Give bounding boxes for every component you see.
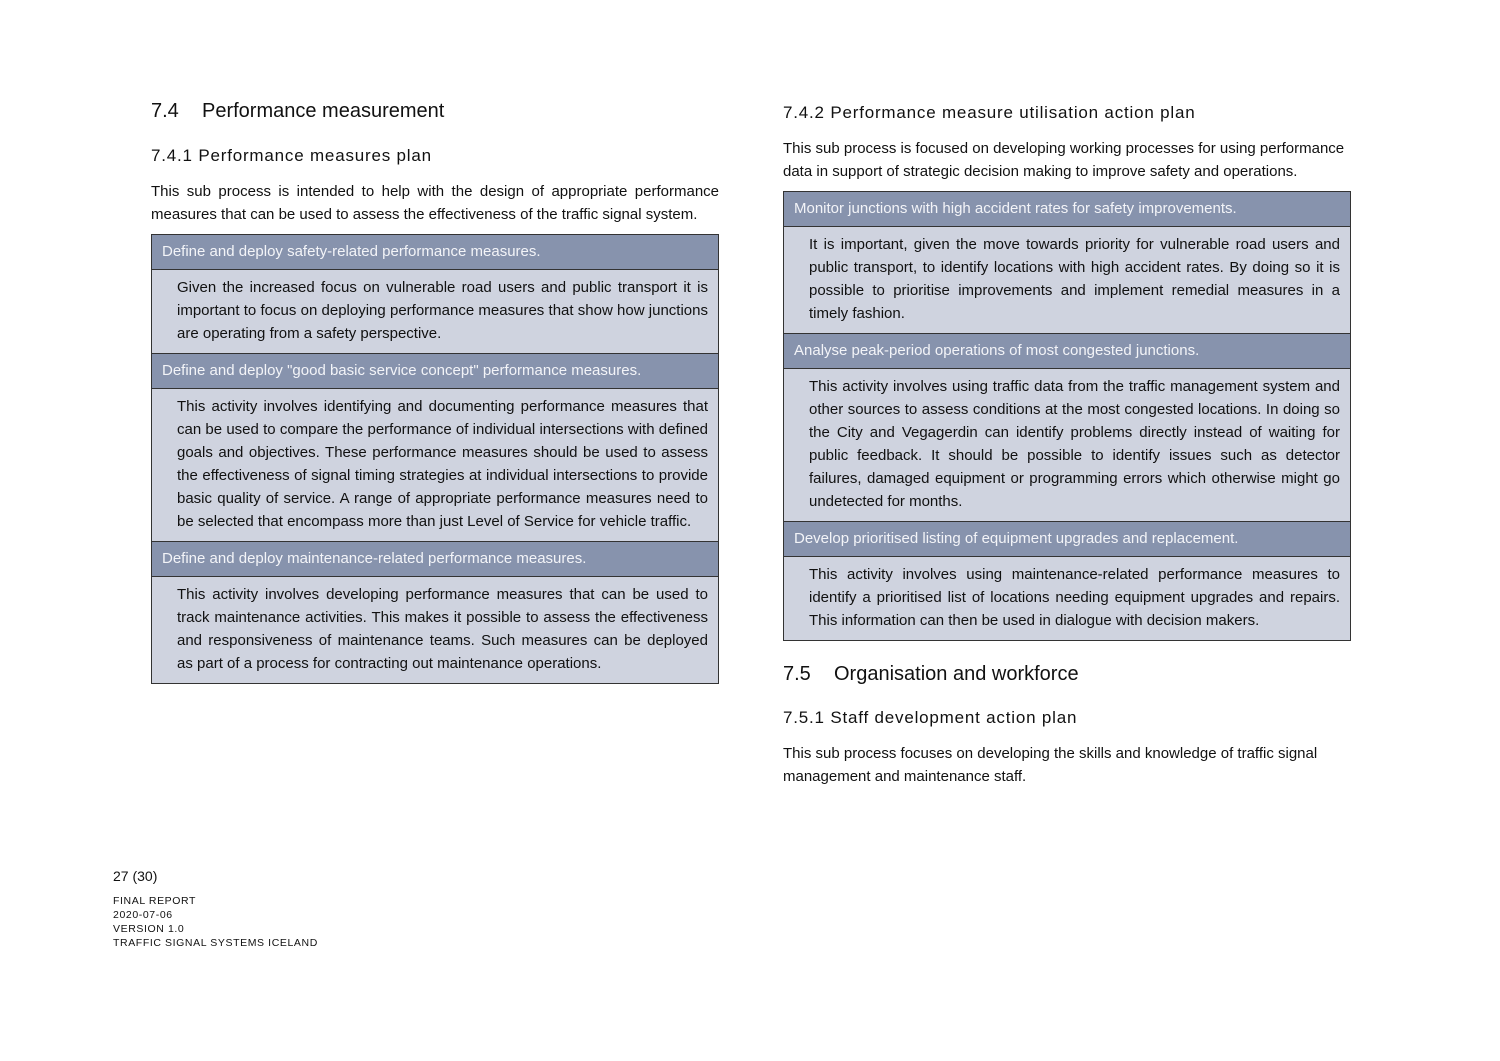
page-number: 27 (30) [113, 868, 158, 884]
table-row-header: Define and deploy maintenance-related performance measures. [152, 542, 718, 577]
table-row-body [152, 389, 718, 542]
table-row-body [152, 577, 718, 683]
section-heading-7-4 [151, 100, 719, 123]
section-title: Performance measurement [202, 100, 445, 122]
subsection-heading-7-5-1: 7.5.1 Staff development action plan [783, 708, 1078, 727]
intro-paragraph: This sub process is intended to help with the design of appropriate performance measures that can be used to assess the effectiveness of the traffic signal system. [151, 183, 719, 223]
report-type: FINAL REPORT [113, 895, 197, 907]
table-row-body [784, 369, 1350, 522]
section-title: Organisation and workforce [834, 663, 1079, 685]
table-row-header: Define and deploy "good basic service concept" performance measures. [152, 354, 718, 389]
row-text: This activity involves using traffic data from the traffic management system and other sources to assess conditions at the most congested locations. In doing so the City and Vegagerdin can identify problems directly instead of waiting for public feedback. It should be possible to identify issues such as detector failures, damaged equipment or programming errors which otherwise might go undetected for months. [809, 378, 1340, 510]
table-row-header: Develop prioritised listing of equipment upgrades and replacement. [784, 522, 1350, 557]
intro-paragraph: This sub process is focused on developing working processes for using performance data in support of strategic decision making to improve safety and operations. [783, 140, 1345, 180]
subsection-heading-7-4-2: 7.4.2 Performance measure utilisation action plan [783, 103, 1196, 122]
row-text: This activity involves using maintenance-related performance measures to identify a prioritised list of locations needing equipment upgrades and repairs. This information can then be used in dialogue with decision makers. [809, 566, 1340, 629]
row-text: It is important, given the move towards priority for vulnerable road users and public transport, to identify locations with high accident rates. By doing so it is possible to prioritise improvements and implement remedial measures in a timely fashion. [809, 236, 1340, 322]
left-column [151, 100, 719, 684]
row-text: This activity involves developing performance measures that can be used to track maintenance activities. This makes it possible to assess the effectiveness and responsiveness of maintenance teams. Such measures can be deployed as part of a process for contracting out maintenance operations. [177, 586, 708, 672]
report-version: VERSION 1.0 [113, 923, 185, 935]
table-row-body [784, 557, 1350, 640]
subsection-heading-7-4-1: 7.4.1 Performance measures plan [151, 146, 432, 165]
table-row-body [784, 227, 1350, 334]
table-row-body [152, 270, 718, 354]
section-heading-7-5 [783, 663, 1351, 686]
section-number: 7.5 [783, 663, 811, 685]
intro-paragraph: This sub process focuses on developing the skills and knowledge of traffic signal management and maintenance staff. [783, 745, 1318, 785]
measures-table [151, 234, 719, 684]
project-name: TRAFFIC SIGNAL SYSTEMS ICELAND [113, 937, 318, 949]
row-text: Given the increased focus on vulnerable road users and public transport it is important to focus on deploying performance measures that show how junctions are operating from a safety perspective. [177, 279, 708, 342]
utilisation-table [783, 191, 1351, 641]
right-column [783, 100, 1351, 788]
table-row-header: Analyse peak-period operations of most congested junctions. [784, 334, 1350, 369]
section-number: 7.4 [151, 100, 179, 122]
table-row-header: Define and deploy safety-related performance measures. [152, 235, 718, 270]
row-text: This activity involves identifying and documenting performance measures that can be used to compare the performance of individual intersections with defined goals and objectives. These performance measures should be used to assess the effectiveness of signal timing strategies at individual intersections to provide basic quality of service. A range of appropriate performance measures need to be selected that encompass more than just Level of Service for vehicle traffic. [177, 398, 708, 530]
report-date: 2020-07-06 [113, 909, 173, 921]
table-row-header: Monitor junctions with high accident rates for safety improvements. [784, 192, 1350, 227]
page-footer [113, 868, 318, 950]
